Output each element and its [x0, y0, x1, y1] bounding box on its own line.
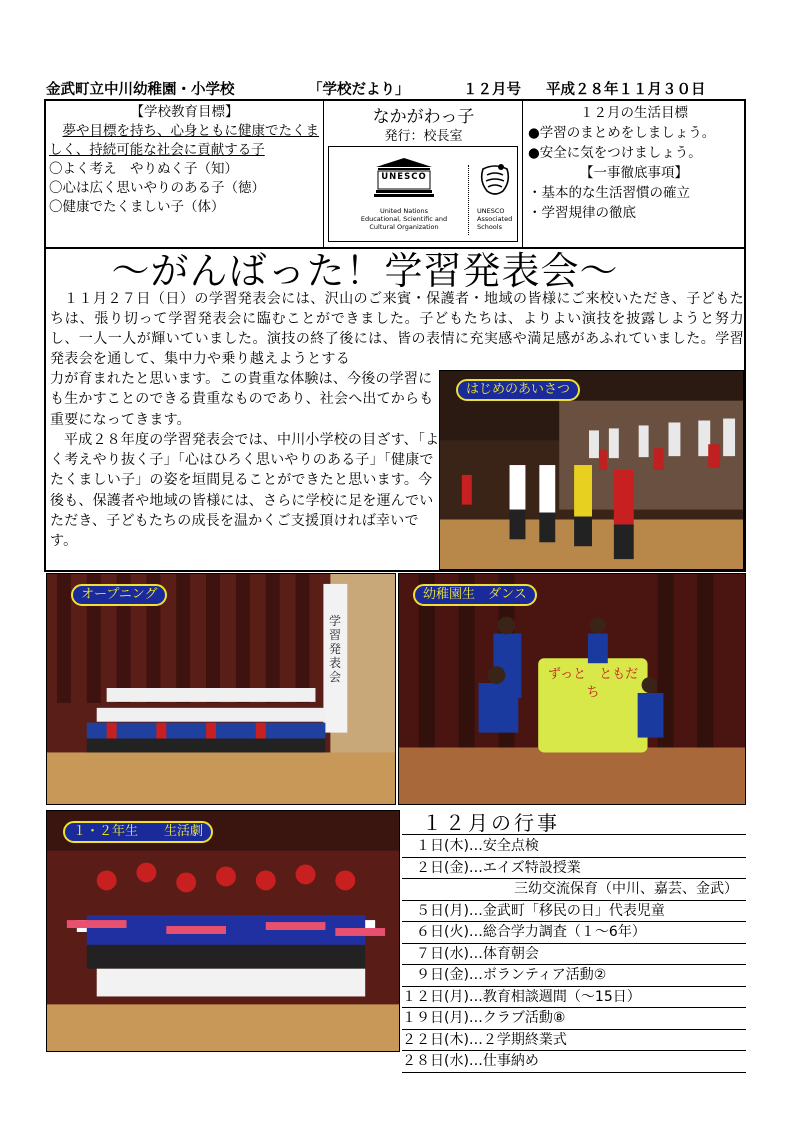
monthly-goals-box: [524, 101, 744, 247]
events-section: [402, 811, 746, 1069]
events-list: [402, 836, 746, 1073]
monthly-title: １２月の生活目標: [580, 105, 688, 121]
unesco-line: Cultural Organization: [369, 223, 439, 231]
event-item: １２日(月)…教育相談週間（～15日）: [402, 987, 746, 1009]
article-title: ～がんばった！学習発表会～: [111, 249, 619, 293]
logo-divider: [468, 165, 469, 235]
event-item: ７日(水)…体育朝会: [402, 944, 746, 966]
banner-text: 学習発表会: [329, 614, 342, 684]
asp-net-icon: [477, 161, 513, 199]
rule-item: ・基本的な生活習慣の確立: [528, 185, 690, 201]
unesco-word: UNESCO: [381, 172, 427, 182]
event-item: ５日(月)…金武町「移民の日」代表児童: [402, 901, 746, 923]
event-item: ６日(火)…総合学力調査（１～6年）: [402, 922, 746, 944]
caption-drama: １・２年生 生活劇: [63, 821, 213, 843]
board-text: ずっと ともだち: [547, 667, 639, 700]
event-item: ２８日(水)…仕事納め: [402, 1051, 746, 1073]
rule-item: ・学習規律の徹底: [528, 205, 636, 221]
caption-greeting: はじめのあいさつ: [456, 379, 580, 401]
newsletter-name: 「学校だより」: [308, 81, 410, 98]
drama-scene: [47, 811, 399, 1051]
rules-title: 【一事徹底事項】: [580, 165, 688, 181]
masthead-publisher: 発行：校長室: [384, 129, 463, 144]
goal-item: 〇心は広く思いやりのある子（徳）: [49, 180, 265, 196]
article-paragraph: １１月２７日（日）の学習発表会には、沢山のご来賓・保護者・地域の皆様にご来校いただき、子どもたちは、張り切って学習発表会に臨むことができました。子どもたちは、よりよい演技を披露しようと努力し、一人一人が輝いていました。演技の終了後には、皆の表情に充実感や満足感があふれていました。学習発表会を通して、集中力や乗り越えようとする: [50, 291, 744, 367]
monthly-goal: ●学習のまとめをしましょう。: [528, 125, 716, 141]
event-item: １日(木)…安全点検: [402, 836, 746, 858]
newsletter-header: [46, 78, 746, 98]
unesco-line: United Nations: [379, 207, 429, 215]
goals-title: 【学校教育目標】: [130, 104, 239, 120]
issue-label: １２月号: [463, 81, 521, 98]
masthead-title: なかがわっ子: [372, 107, 475, 127]
photo-drama: [46, 810, 400, 1052]
monthly-goal: ●安全に気をつけましょう。: [528, 145, 702, 161]
events-divider: [402, 834, 746, 835]
goal-item: 〇健康でたくましい子（体）: [49, 199, 225, 215]
event-item: ２２日(木)…２学期終業式: [402, 1030, 746, 1052]
goal-item: 〇よく考え やりぬく子（知）: [49, 161, 238, 177]
photo-greeting: [439, 370, 744, 570]
opening-scene: [47, 574, 395, 804]
masthead-box: [325, 101, 523, 247]
event-item: 三幼交流保育（中川、嘉芸、金武）: [402, 879, 746, 901]
event-item: ９日(金)…ボランティア活動②: [402, 965, 746, 987]
event-item: １９日(月)…クラブ活動⑧: [402, 1008, 746, 1030]
article-paragraph-2: 力が育まれたと思います。この貴重な体験は、今後の学習にも生かすことのできる貴重なものであり、社会へ出てからも重要になってきます。 平成２８年度の学習発表会では、中川小学校の目ざす、「よく考えやり抜く子」「心はひろく思いやりのある子」「健康でたくましい子」の姿を垣間見ることができたと思います。今後も、保護者や地域の皆様には、さらに学校に足を運んでいただき、子どもたちの成長を温かくご支援頂ければ幸いです。: [50, 371, 440, 550]
caption-kinder-dance: 幼稚園生 ダンス: [413, 584, 537, 606]
asp-label: UNESCO Associated Schools: [477, 207, 513, 231]
unesco-logo-box: [328, 146, 518, 242]
goals-body: 夢や目標を持ち、心身ともに健康でたくましく、持続可能な社会に貢献する子: [49, 123, 319, 158]
school-name: 金武町立中川幼稚園・小学校: [46, 81, 235, 98]
issue-date: 平成２８年１１月３０日: [546, 81, 706, 98]
school-goals-box: [46, 101, 324, 247]
photo-kinder-dance: [398, 573, 746, 805]
photo-opening: [46, 573, 396, 805]
unesco-line: Educational, Scientific and: [360, 215, 448, 223]
event-item: ２日(金)…エイズ特設授業: [402, 858, 746, 880]
caption-opening: オープニング: [71, 584, 167, 606]
top-info-frame: [44, 99, 746, 249]
events-title: １２月の行事: [422, 811, 560, 835]
